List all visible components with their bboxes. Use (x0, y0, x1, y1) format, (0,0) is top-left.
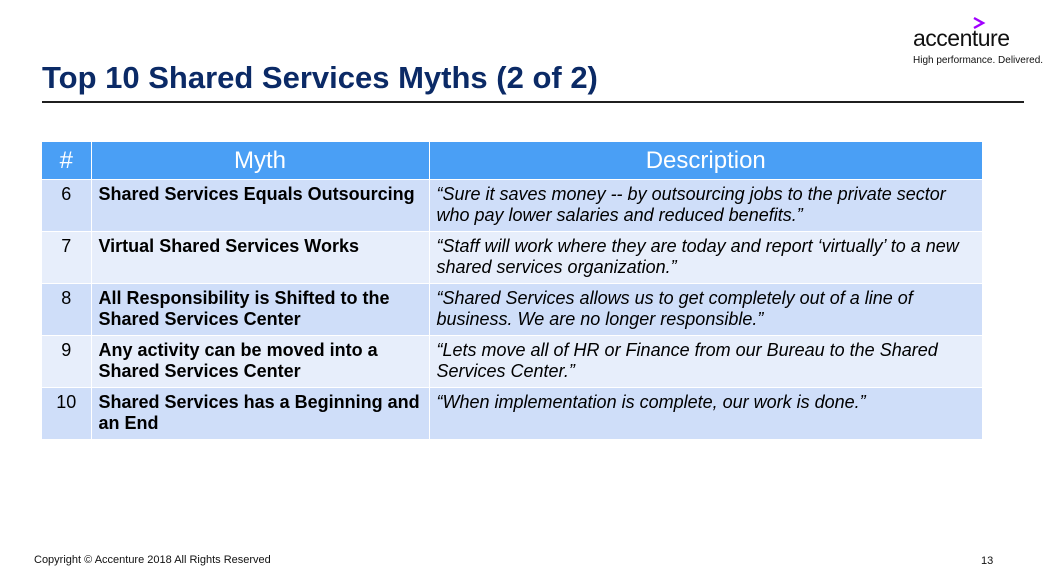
table-row (42, 284, 982, 336)
row-myth: Any activity can be moved into a Shared Services Center (91, 336, 429, 388)
table-header-row (42, 142, 982, 180)
title-divider (42, 101, 1024, 103)
row-description: “Staff will work where they are today and report ‘virtually’ to a new shared services organization.” (429, 232, 982, 284)
logo-tagline: High performance. Delivered. (913, 55, 1043, 66)
row-myth: Shared Services has a Beginning and an End (91, 388, 429, 440)
copyright-notice: Copyright © Accenture 2018 All Rights Reserved (34, 554, 271, 566)
column-header-myth: Myth (91, 142, 429, 180)
logo-wordmark: accenture (913, 25, 1010, 51)
row-description: “Lets move all of HR or Finance from our Bureau to the Shared Services Center.” (429, 336, 982, 388)
row-myth: Virtual Shared Services Works (91, 232, 429, 284)
myths-table (42, 142, 982, 439)
column-header-number: # (42, 142, 91, 180)
row-description: “When implementation is complete, our work is done.” (429, 388, 982, 440)
page-number: 13 (981, 555, 994, 567)
row-number: 9 (42, 336, 91, 388)
page-title: Top 10 Shared Services Myths (2 of 2) (42, 60, 598, 95)
row-myth: All Responsibility is Shifted to the Shared Services Center (91, 284, 429, 336)
row-description: “Sure it saves money -- by outsourcing jobs to the private sector who pay lower salaries and reduced benefits.” (429, 180, 982, 232)
accenture-logo (908, 16, 1043, 70)
row-number: 6 (42, 180, 91, 232)
row-number: 10 (42, 388, 91, 440)
row-myth: Shared Services Equals Outsourcing (91, 180, 429, 232)
table-row (42, 232, 982, 284)
row-number: 7 (42, 232, 91, 284)
table-row (42, 180, 982, 232)
row-description: “Shared Services allows us to get completely out of a line of business. We are no longer responsible.” (429, 284, 982, 336)
table-row (42, 336, 982, 388)
row-number: 8 (42, 284, 91, 336)
column-header-description: Description (429, 142, 982, 180)
table-row (42, 388, 982, 440)
